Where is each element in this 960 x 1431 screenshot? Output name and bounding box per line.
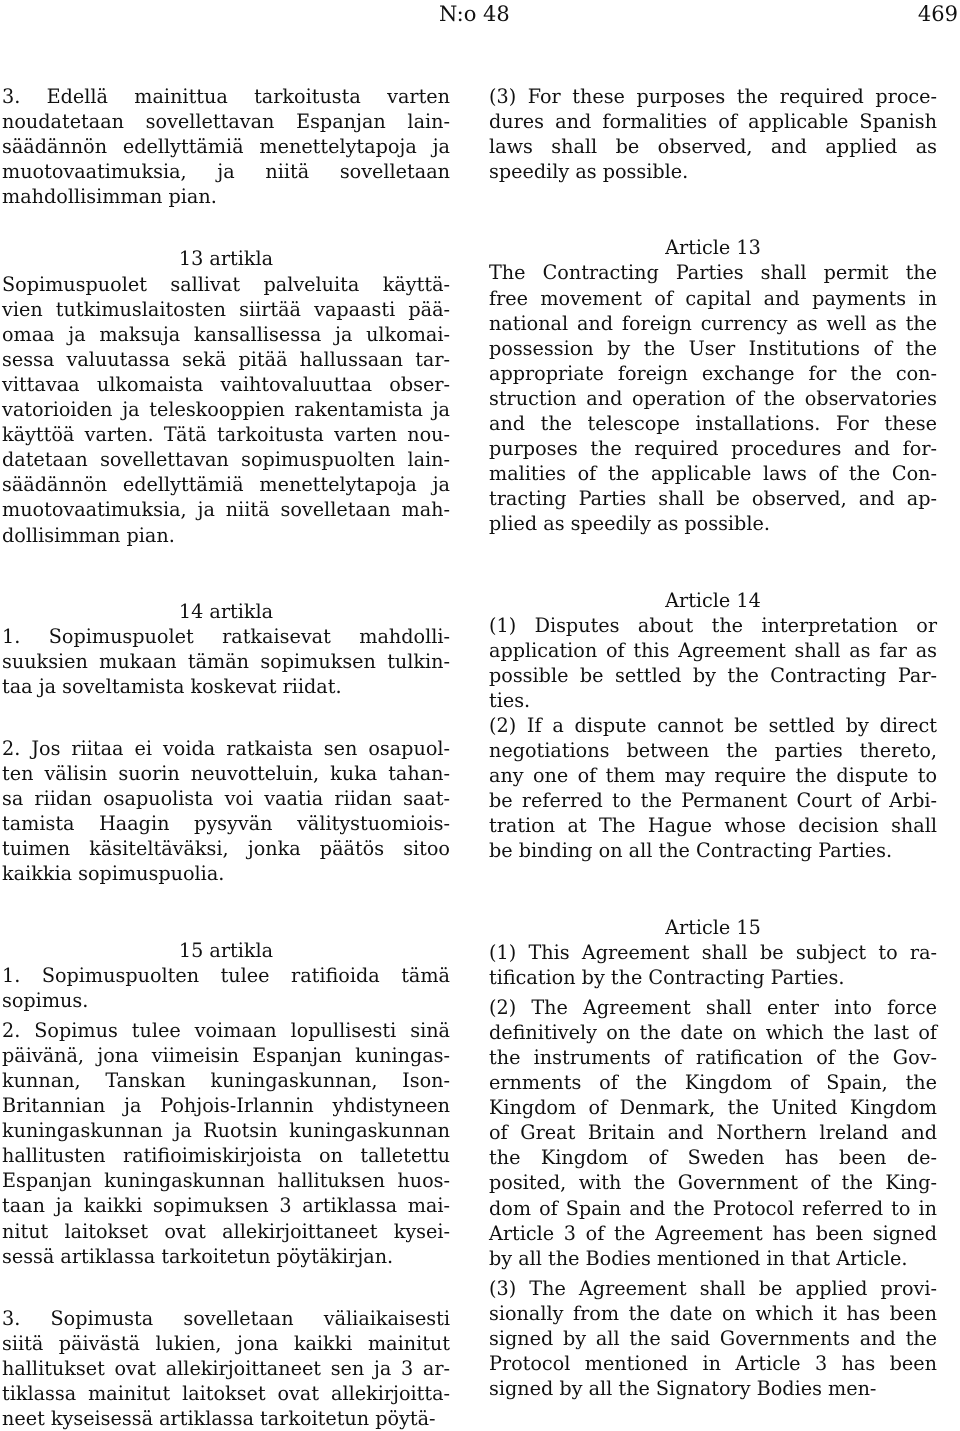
text-line: Espanjan kuningaskunnan hallituksen huos- [2, 1169, 450, 1193]
text-line: nitut laitokset ovat allekirjoittaneet kysei- [2, 1219, 450, 1243]
text-line: Britannian ja Pohjois-Irlannin yhdistyneen [2, 1094, 450, 1118]
en-article15-heading: Article 15 [665, 915, 761, 939]
fi-article14-heading: 14 artikla [178, 599, 274, 623]
fi-article15-paragraph3 [2, 1306, 450, 1431]
text-line: dom of Spain and the Protocol referred to in [489, 1196, 937, 1220]
fi-article14-paragraph2 [2, 736, 450, 887]
text-line: taa ja soveltamista koskevat riidat. [2, 674, 342, 698]
text-line: neet kyseisessä artiklassa tarkoitetun pöytä- [2, 1407, 436, 1431]
fi-article15-paragraph2 [2, 1018, 450, 1269]
text-line: 1. Sopimuspuolet ratkaisevat mahdolli- [2, 624, 450, 648]
fi-article15-paragraph1 [2, 963, 450, 1013]
text-line: suuksien mukaan tämän sopimuksen tulkin- [2, 649, 450, 673]
text-line: dollisimman pian. [2, 523, 175, 547]
en-article14-heading: Article 14 [665, 588, 761, 612]
text-line: purposes the required procedures and for- [489, 437, 937, 461]
text-line: Kingdom of Denmark, the United Kingdom [489, 1096, 937, 1120]
text-line: tification by the Contracting Parties. [489, 965, 845, 989]
text-line: laws shall be observed, and applied as [489, 135, 937, 159]
text-line: tamista Haagin pysyvän välitystuomiois- [2, 812, 450, 836]
en-article14-paragraph2 [489, 713, 937, 864]
text-line: sessä artiklassa tarkoitetun pöytäkirjan. [2, 1244, 394, 1268]
text-line: 3. Sopimusta sovelletaan väliaikaisesti [2, 1306, 450, 1330]
text-line: hallitusten ratifioimiskirjoista on talletettu [2, 1144, 450, 1168]
text-line: datetaan sovellettavan sopimuspuolten lain- [2, 448, 450, 472]
text-line: The Contracting Parties shall permit the [489, 261, 937, 285]
text-line: any one of them may require the dispute to [489, 764, 937, 788]
text-line: säädännön edellyttämiä menettelytapoja ja [2, 473, 450, 497]
text-line: be referred to the Permanent Court of Arbi- [489, 789, 937, 813]
fi-article15-heading: 15 artikla [178, 938, 274, 962]
text-line: vien tutkimuslaitosten siirtää vapaasti pää- [2, 297, 450, 321]
running-header-title: N:o 48 [439, 2, 510, 26]
text-line: (2) The Agreement shall enter into force [489, 995, 937, 1019]
text-line: possession by the User Institutions of the [489, 336, 937, 360]
english-column [489, 84, 937, 1401]
text-line: signed by all the said Governments and the [489, 1327, 937, 1351]
text-line: (1) This Agreement shall be subject to ra- [489, 940, 937, 964]
text-line: negotiations between the parties thereto, [489, 739, 937, 763]
text-line: and the telescope installations. For these [489, 412, 937, 436]
text-line: signed by all the Signatory Bodies men- [489, 1377, 877, 1401]
text-line: Protocol mentioned in Article 3 has been [489, 1352, 937, 1376]
en-article14-paragraph1 [489, 613, 937, 713]
text-line: 3. Edellä mainittua tarkoitusta varten [2, 85, 450, 108]
text-line: mahdollisimman pian. [2, 185, 217, 209]
page-number: 469 [917, 2, 958, 26]
text-line: käyttöä varten. Tätä tarkoitusta varten nou- [2, 423, 450, 447]
text-line: Article 3 of the Agreement has been signed [489, 1221, 937, 1245]
en-article15-paragraph3 [489, 1276, 937, 1401]
text-line: possible be settled by the Contracting Par- [489, 663, 937, 687]
text-line: noudatetaan sovellettavan Espanjan lain- [2, 110, 450, 134]
fi-article13-heading: 13 artikla [178, 247, 274, 271]
text-line: struction and operation of the observatories [489, 386, 937, 410]
text-line: national and foreign currency as well as the [489, 311, 937, 335]
en-article12-paragraph3 [489, 84, 937, 184]
fi-article13-text [2, 272, 450, 548]
en-article13-text [489, 260, 937, 536]
text-line: omaa ja maksuja kansallisessa ja ulkomai- [2, 322, 450, 346]
text-line: muotovaatimuksia, ja niitä sovelletaan [2, 160, 450, 184]
text-line: kuningaskunnan ja Ruotsin kuningaskunnan [2, 1119, 450, 1143]
text-line: hallitukset ovat allekirjoittaneet sen ja 3 ar- [2, 1356, 450, 1380]
text-line: tracting Parties shall be observed, and ap- [489, 487, 937, 511]
text-line: vittavaa ulkomaista vaihtovaluuttaa obser- [2, 372, 450, 396]
text-line: appropriate foreign exchange for the con- [489, 361, 937, 385]
text-line: sa riidan osapuolista voi vaatia riidan saat- [2, 787, 450, 811]
text-line: tuimen käsiteltäväksi, jonka päätös sitoo [2, 837, 450, 861]
finnish-column [2, 84, 450, 1431]
text-line: plied as speedily as possible. [489, 512, 770, 536]
text-line: sessa valuutassa sekä pitää hallussaan tar- [2, 347, 450, 371]
text-line: kunnan, Tanskan kuningaskunnan, Ison- [2, 1069, 450, 1092]
text-line: ernments of the Kingdom of Spain, the [489, 1071, 937, 1095]
en-article15-paragraph1 [489, 940, 937, 990]
fi-article12-paragraph3 [2, 84, 450, 209]
text-line: kaikkia sopimuspuolia. [2, 862, 225, 886]
text-line: päivänä, jona viimeisin Espanjan kuningas- [2, 1043, 450, 1067]
en-article13-heading: Article 13 [665, 236, 761, 260]
text-line: the instruments of ratification of the Gov- [489, 1046, 937, 1069]
text-line: tiklassa mainitut laitokset ovat allekirjoitta- [2, 1382, 450, 1406]
text-line: sopimus. [2, 988, 89, 1012]
text-line: siitä päivästä lukien, jona kaikki mainitut [2, 1331, 450, 1355]
text-line: (3) For these purposes the required proce- [489, 85, 937, 108]
text-line: (3) The Agreement shall be applied provi- [489, 1276, 937, 1300]
text-line: 1. Sopimuspuolten tulee ratifioida tämä [2, 963, 450, 987]
text-line: ties. [489, 688, 531, 712]
text-line: application of this Agreement shall as far as [489, 638, 937, 662]
text-line: speedily as possible. [489, 160, 689, 184]
fi-article14-paragraph1 [2, 624, 450, 699]
text-line: 2. Jos riitaa ei voida ratkaista sen osapuol- [2, 736, 450, 760]
text-line: free movement of capital and payments in [489, 286, 937, 310]
text-line: definitively on the date on which the last of [489, 1020, 937, 1044]
text-line: the Kingdom of Sweden has been de- [489, 1146, 937, 1170]
text-line: by all the Bodies mentioned in that Article. [489, 1246, 908, 1270]
text-line: taan ja kaikki sopimuksen 3 artiklassa mai- [2, 1194, 450, 1218]
text-line: (1) Disputes about the interpretation or [489, 613, 937, 637]
text-line: of Great Britain and Northern lreland and [489, 1121, 937, 1145]
text-line: Sopimuspuolet sallivat palveluita käyttä- [2, 272, 450, 296]
text-line: tration at The Hague whose decision shall [489, 814, 937, 838]
text-line: dures and formalities of applicable Spanish [489, 110, 937, 134]
text-line: säädännön edellyttämiä menettelytapoja ja [2, 135, 450, 159]
text-line: be binding on all the Contracting Parties. [489, 839, 893, 863]
text-line: malities of the applicable laws of the Con- [489, 462, 937, 486]
text-line: sionally from the date on which it has been [489, 1301, 937, 1325]
text-line: (2) If a dispute cannot be settled by direct [489, 713, 937, 737]
text-line: 2. Sopimus tulee voimaan lopullisesti sinä [2, 1018, 450, 1042]
text-line: ten välisin suorin neuvotteluin, kuka tahan- [2, 762, 450, 786]
text-line: posited, with the Government of the King- [489, 1171, 937, 1195]
text-line: muotovaatimuksia, ja niitä sovelletaan mah- [2, 498, 450, 522]
text-line: vatorioiden ja teleskooppien rakentamista ja [2, 398, 450, 422]
en-article15-paragraph2 [489, 995, 937, 1271]
